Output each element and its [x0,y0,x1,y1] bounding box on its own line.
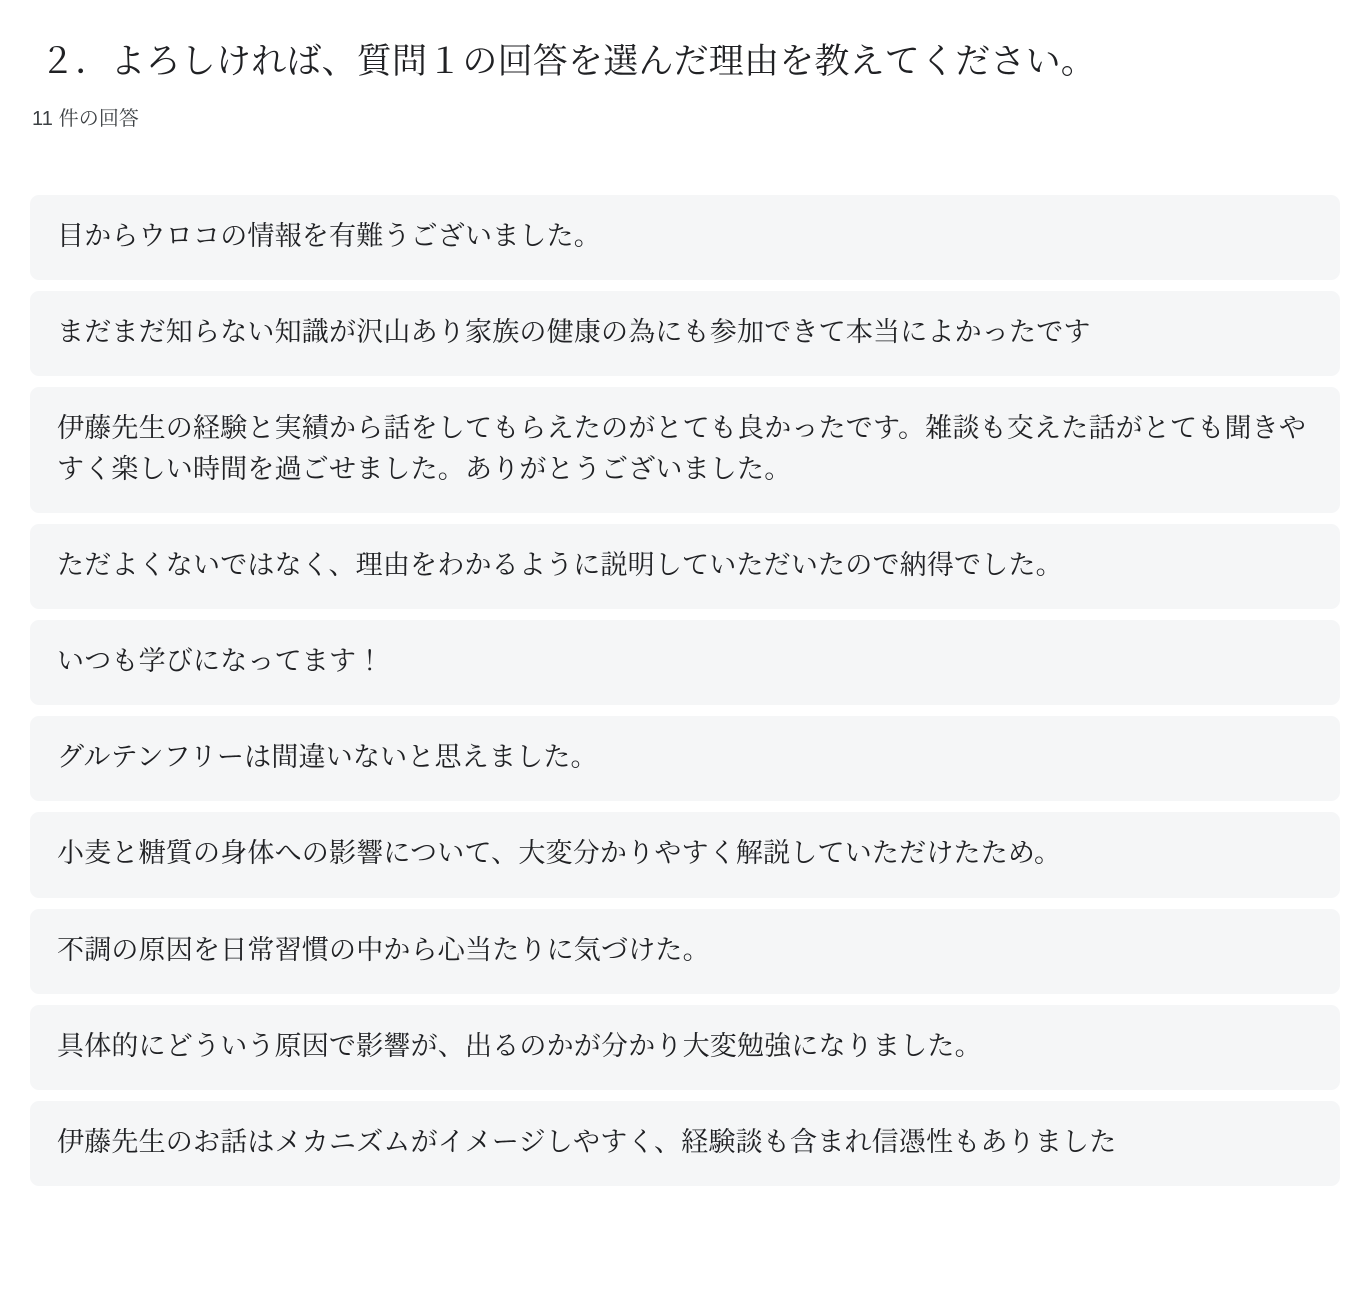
list-item [30,524,1340,609]
answer-text: 伊藤先生の経験と実績から話をしてもらえたのがとても良かったです。雑談も交えた話がとても聞きやすく楽しい時間を過ごせました。ありがとうございました。 [57,413,1307,485]
answer-text: グルテンフリーは間違いないと思えました。 [57,742,598,773]
list-item [30,909,1340,994]
answer-text: 伊藤先生のお話はメカニズムがイメージしやすく、経験談も含まれ信憑性もありました [57,1126,1117,1157]
answer-text: 不調の原因を日常習慣の中から心当たりに気づけた。 [57,934,710,965]
answer-text: ただよくないではなく、理由をわかるように説明していただいたので納得でした。 [57,550,1063,581]
answer-text: まだまだ知らない知識が沢山あり家族の健康の為にも参加できて本当によかったです [57,317,1091,348]
list-item [30,716,1340,801]
list-item [30,195,1340,280]
answer-text: いつも学びになってます！ [57,646,384,677]
answer-list [30,195,1340,1185]
list-item [30,1101,1340,1186]
list-item [30,291,1340,376]
list-item [30,620,1340,705]
answer-text: 目からウロコの情報を有難うございました。 [57,221,601,252]
list-item [30,812,1340,897]
list-item [30,387,1340,513]
response-count: 11 件の回答 [32,108,140,131]
list-item [30,1005,1340,1090]
answer-text: 具体的にどういう原因で影響が、出るのかが分かり大変勉強になりました。 [57,1030,982,1061]
answer-text: 小麦と糖質の身体への影響について、大変分かりやすく解説していただけたため。 [57,838,1062,869]
page-title: ２．よろしければ、質問１の回答を選んだ理由を教えてください。 [40,42,1097,81]
